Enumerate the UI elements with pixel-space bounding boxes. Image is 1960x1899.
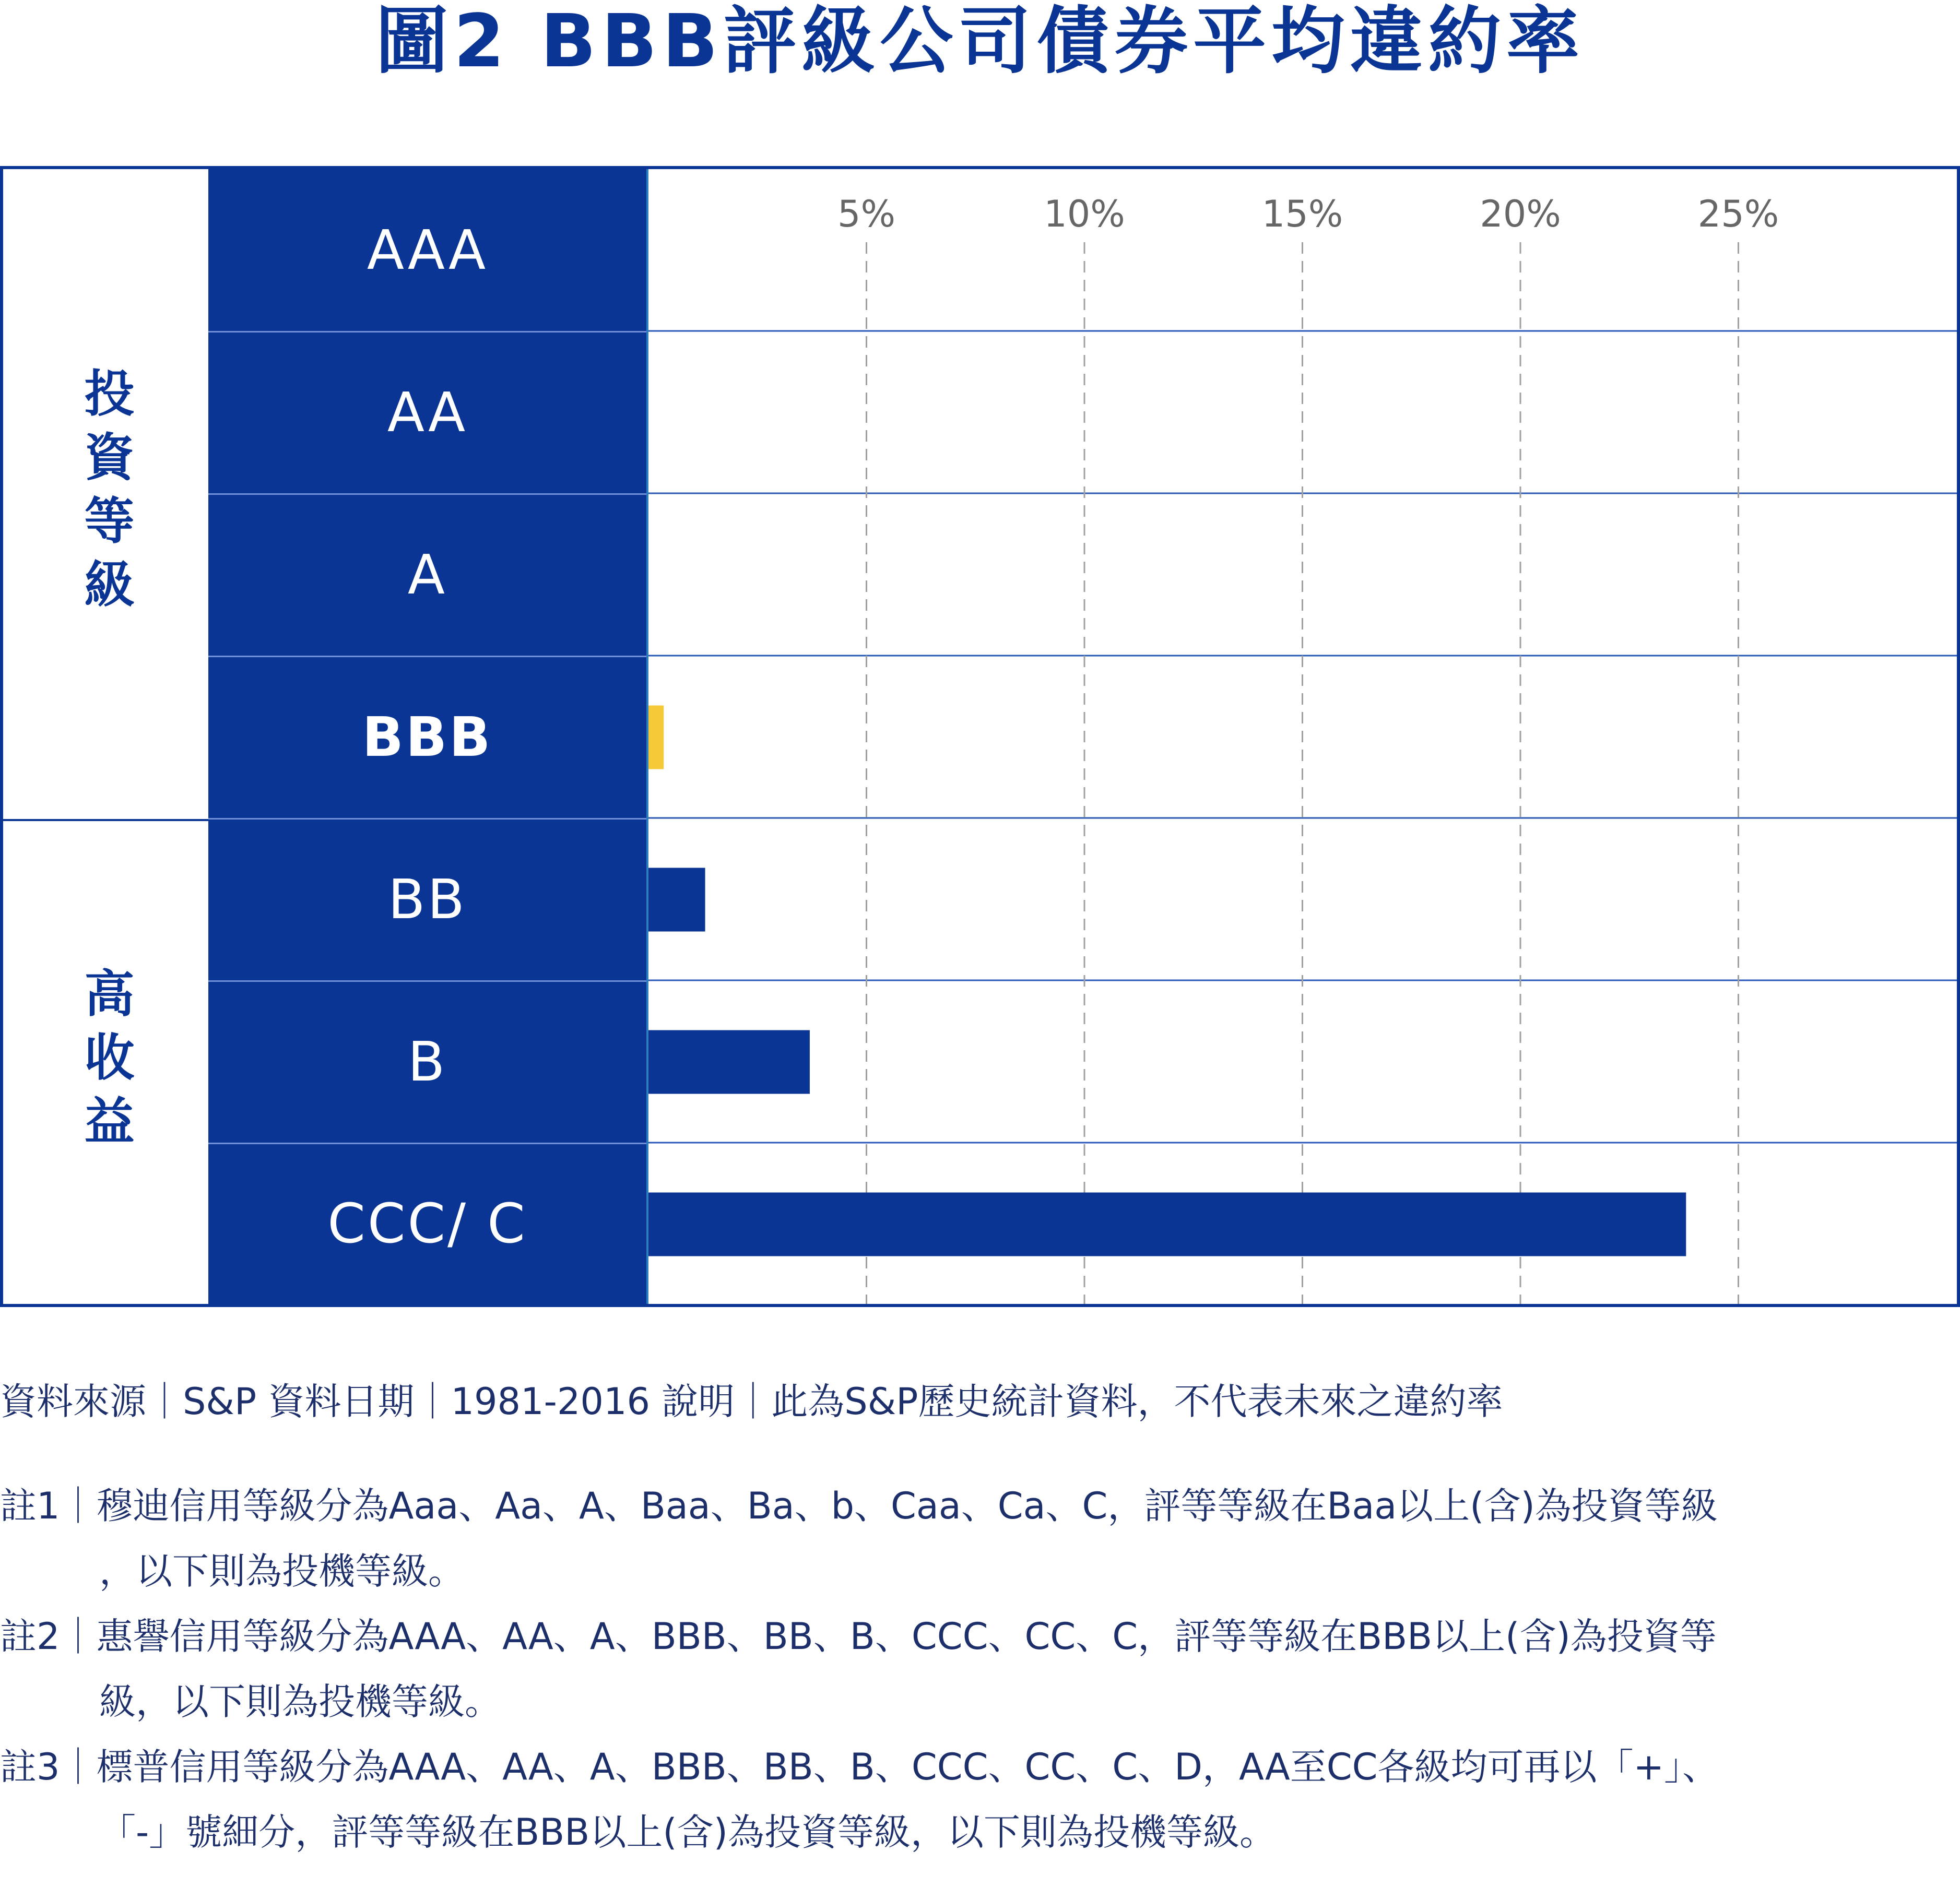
note-3: 註3｜標普信用等級分為AAA、AA、A、BBB、BB、B、CCC、CC、C、D，AA至CC各級均可再以「+」、 xyxy=(0,1746,1719,1788)
group-high-yield xyxy=(3,821,208,1304)
rating-label-b: B xyxy=(407,1030,447,1094)
plot-svg xyxy=(648,169,1957,1304)
group-label-high-yield: 高收益 xyxy=(76,967,135,1158)
chart-frame xyxy=(0,166,1960,1307)
rating-label-bb: BB xyxy=(388,868,467,931)
bar-bbb xyxy=(648,706,664,769)
group-investment-grade xyxy=(3,169,208,819)
note-2-continued: 級，以下則為投機等級。 xyxy=(99,1680,501,1723)
rating-label-ccc-c: CCC/ C xyxy=(327,1192,527,1255)
rating-label-aa: AA xyxy=(387,381,468,444)
bar-bb xyxy=(648,868,705,932)
note-2: 註2｜惠譽信用等級分為AAA、AA、A、BBB、BB、B、CCC、CC、C，評等等級在BBB以上(含)為投資等 xyxy=(0,1615,1717,1658)
note-1: 註1｜穆迪信用等級分為Aaa、Aa、A、Baa、Ba、b、Caa、Ca、C，評等等級在Baa以上(含)為投資等級 xyxy=(0,1485,1718,1527)
group-label-investment: 投資等級 xyxy=(76,366,135,622)
group-column xyxy=(3,169,208,1304)
rating-column xyxy=(208,169,646,1304)
x-tick-label: 25% xyxy=(1697,193,1779,235)
x-tick-label: 20% xyxy=(1480,193,1561,235)
source-line: 資料來源｜S&P 資料日期｜1981-2016 說明｜此為S&P歷史統計資料，不代表未來之違約率 xyxy=(0,1380,1503,1423)
x-tick-label: 15% xyxy=(1261,193,1343,235)
rating-label-a: A xyxy=(407,543,447,607)
x-tick-label: 5% xyxy=(837,193,896,235)
chart-title: 圖2 BBB評級公司債券平均違約率 xyxy=(375,0,1585,84)
plot-area xyxy=(646,169,1957,1304)
bar-ccc-c xyxy=(648,1193,1686,1256)
rating-label-aaa: AAA xyxy=(367,218,488,282)
note-1-continued: ，以下則為投機等級。 xyxy=(99,1550,465,1593)
bar-b xyxy=(648,1030,810,1094)
x-tick-label: 10% xyxy=(1044,193,1125,235)
rating-label-bbb: BBB xyxy=(362,705,493,769)
note-3-continued: 「-」號細分，評等等級在BBB以上(含)為投資等級，以下則為投機等級。 xyxy=(99,1811,1276,1854)
